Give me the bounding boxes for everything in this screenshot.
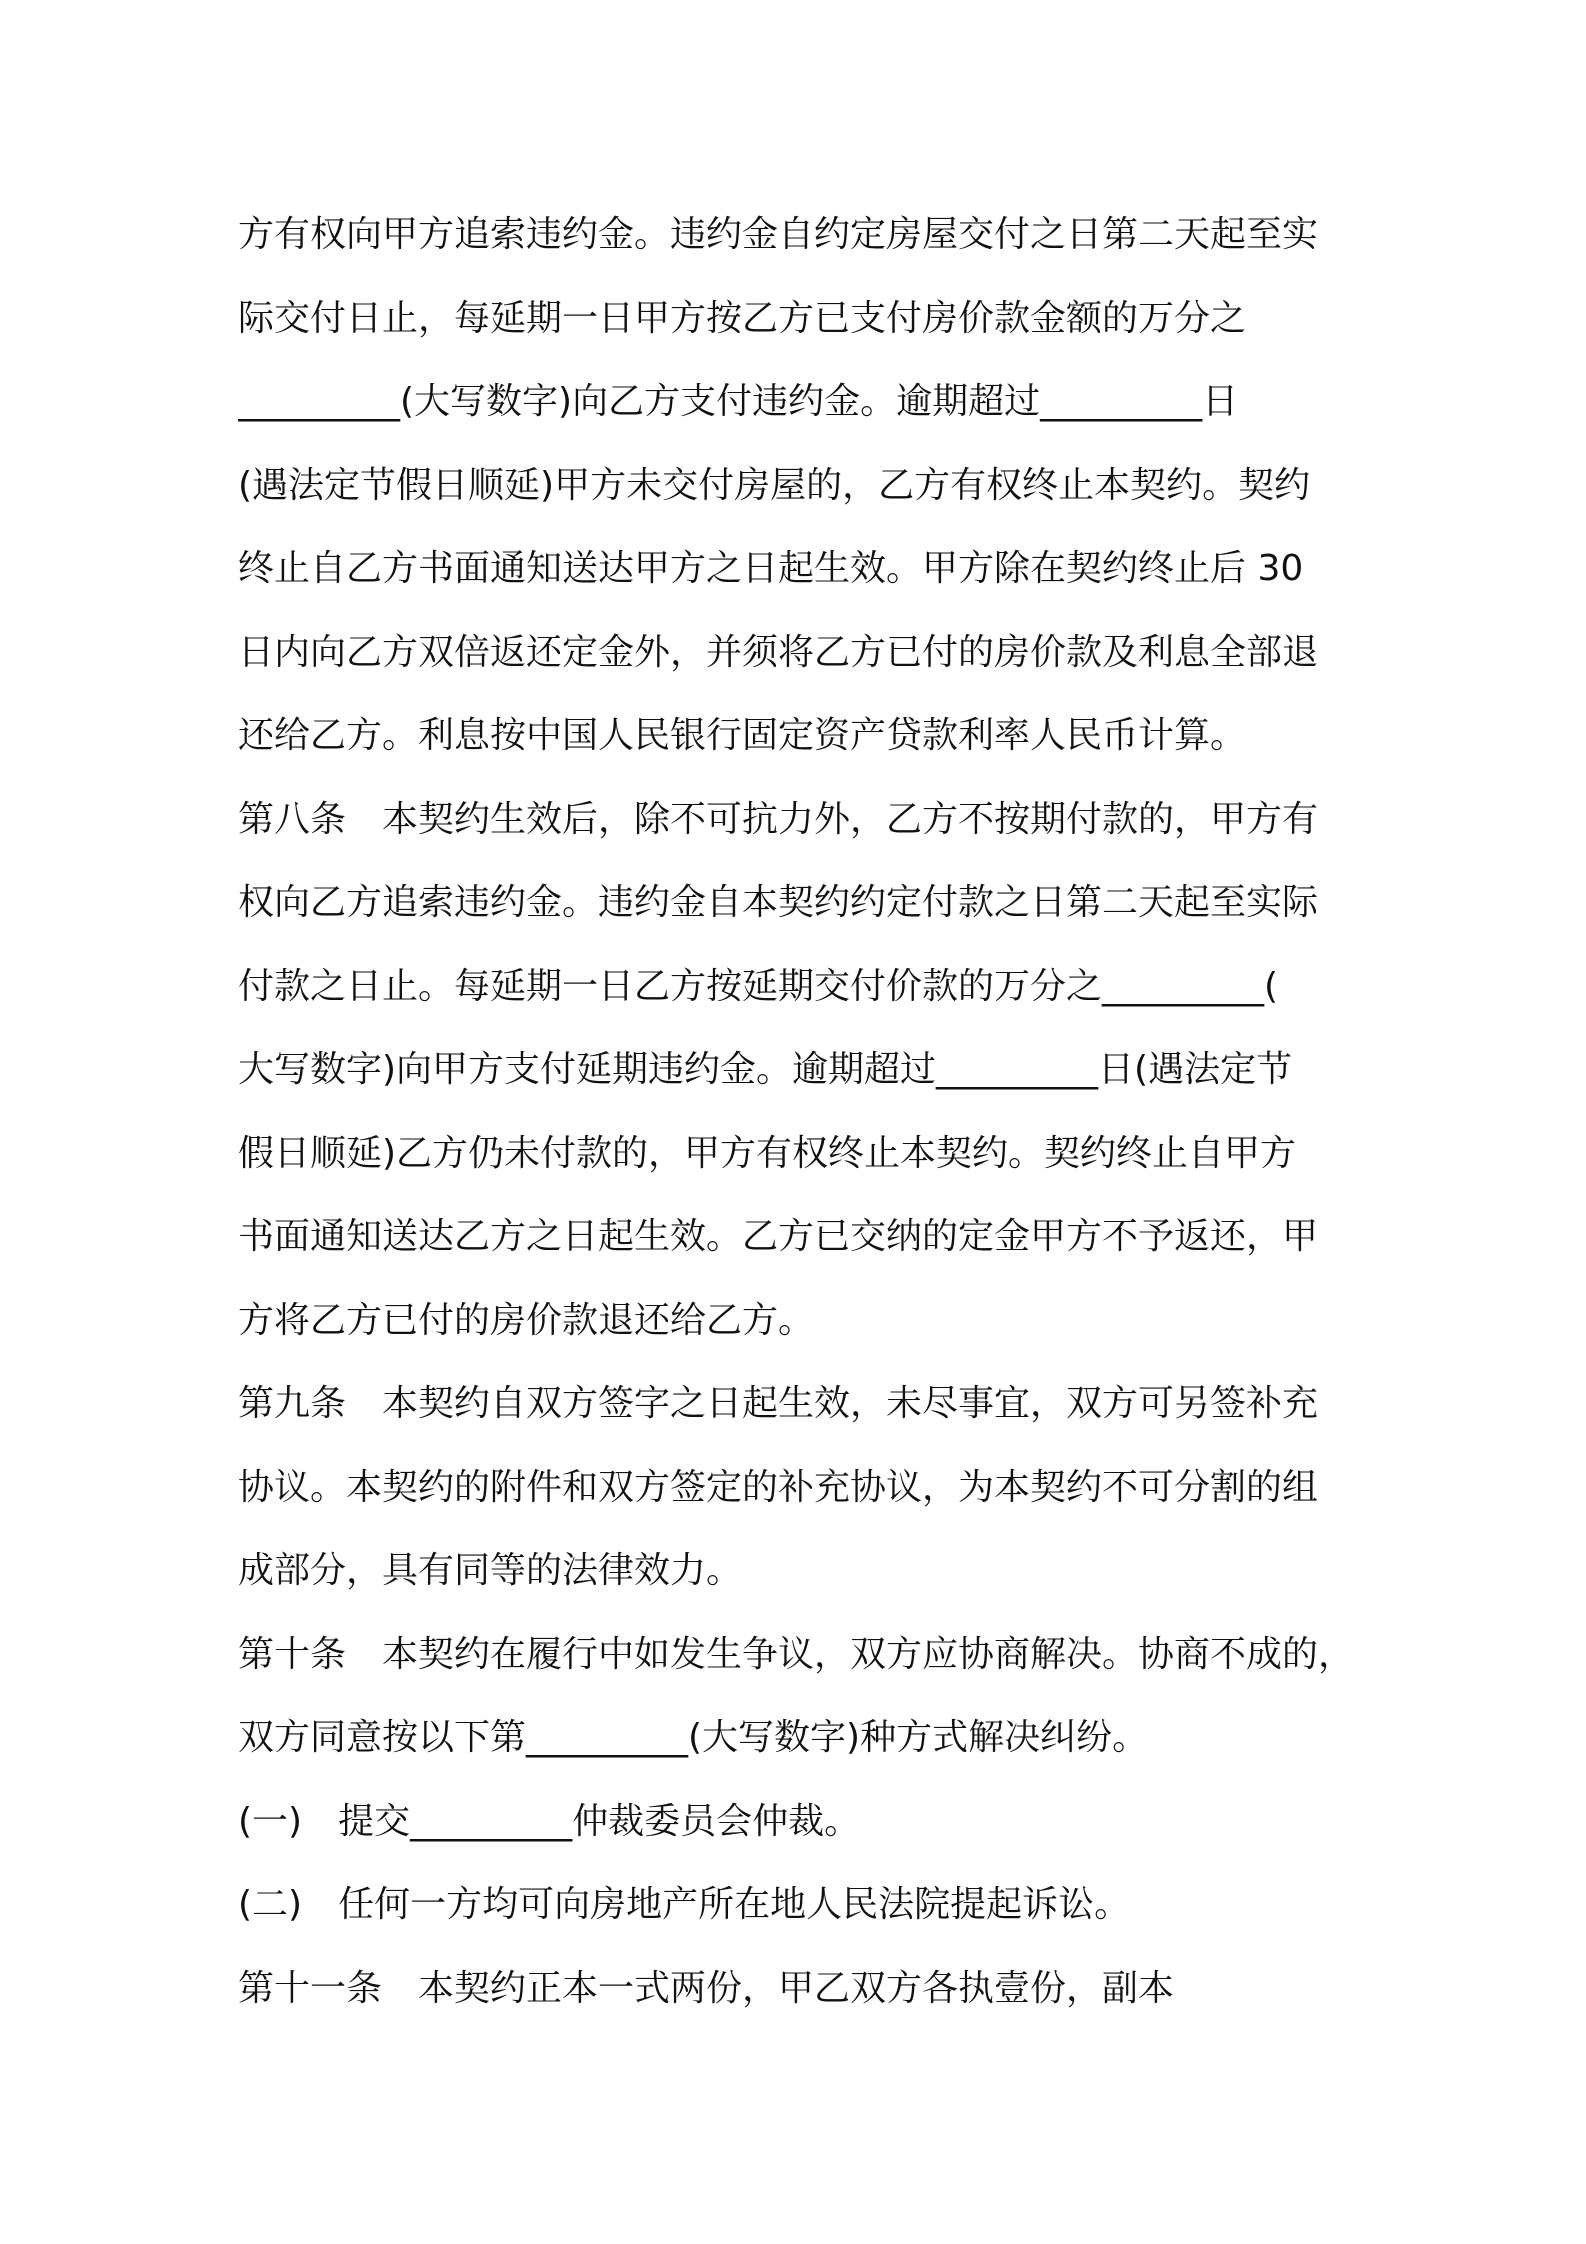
contract-text — [238, 193, 1358, 2030]
text-line: 大写数字)向甲方支付延期违约金。逾期超过_________日(遇法定节 — [238, 1049, 1293, 1090]
text-line: 日内向乙方双倍返还定金外，并须将乙方已付的房价款及利息全部退 — [238, 631, 1319, 673]
article-9-line: 第九条 本契约自双方签字之日起生效，未尽事宜，双方可另签补充 — [238, 1383, 1319, 1424]
text-line: _________(大写数字)向乙方支付违约金。逾期超过_________日 — [238, 381, 1239, 422]
option-1-line: (一) 提交_________仲裁委员会仲裁。 — [238, 1800, 861, 1842]
text-line: 还给乙方。利息按中国人民银行固定资产贷款利率人民币计算。 — [238, 715, 1247, 756]
text-line: (遇法定节假日顺延)甲方未交付房屋的，乙方有权终止本契约。契约 — [238, 464, 1311, 506]
text-line: 权向乙方追索违约金。违约金自本契约约定付款之日第二天起至实际 — [238, 882, 1319, 923]
text-line: 方有权向甲方追索违约金。违约金自约定房屋交付之日第二天起至实 — [238, 214, 1319, 255]
article-8-line: 第八条 本契约生效后，除不可抗力外，乙方不按期付款的，甲方有 — [238, 798, 1319, 840]
text-line: 双方同意按以下第_________(大写数字)种方式解决纠纷。 — [238, 1717, 1149, 1758]
article-11-line: 第十一条 本契约正本一式两份，甲乙双方各执壹份，副本 — [238, 1967, 1175, 2009]
option-2-line: (二) 任何一方均可向房地产所在地人民法院提起诉讼。 — [238, 1884, 1131, 1925]
text-line: 际交付日止，每延期一日甲方按乙方已支付房价款金额的万分之 — [238, 297, 1247, 339]
text-line: 终止自乙方书面通知送达甲方之日起生效。甲方除在契约终止后 30 — [238, 548, 1304, 589]
text-line: 方将乙方已付的房价款退还给乙方。 — [238, 1299, 815, 1341]
article-10-line: 第十条 本契约在履行中如发生争议，双方应协商解决。协商不成的， — [238, 1633, 1355, 1675]
text-line: 协议。本契约的附件和双方签定的补充协议，为本契约不可分割的组 — [238, 1466, 1319, 1508]
text-line: 付款之日止。每延期一日乙方按延期交付价款的万分之_________( — [238, 965, 1279, 1007]
text-line: 假日顺延)乙方仍未付款的，甲方有权终止本契约。契约终止自甲方 — [238, 1132, 1297, 1174]
text-line: 书面通知送达乙方之日起生效。乙方已交纳的定金甲方不予返还，甲 — [238, 1216, 1319, 1257]
text-line: 成部分，具有同等的法律效力。 — [238, 1550, 743, 1591]
